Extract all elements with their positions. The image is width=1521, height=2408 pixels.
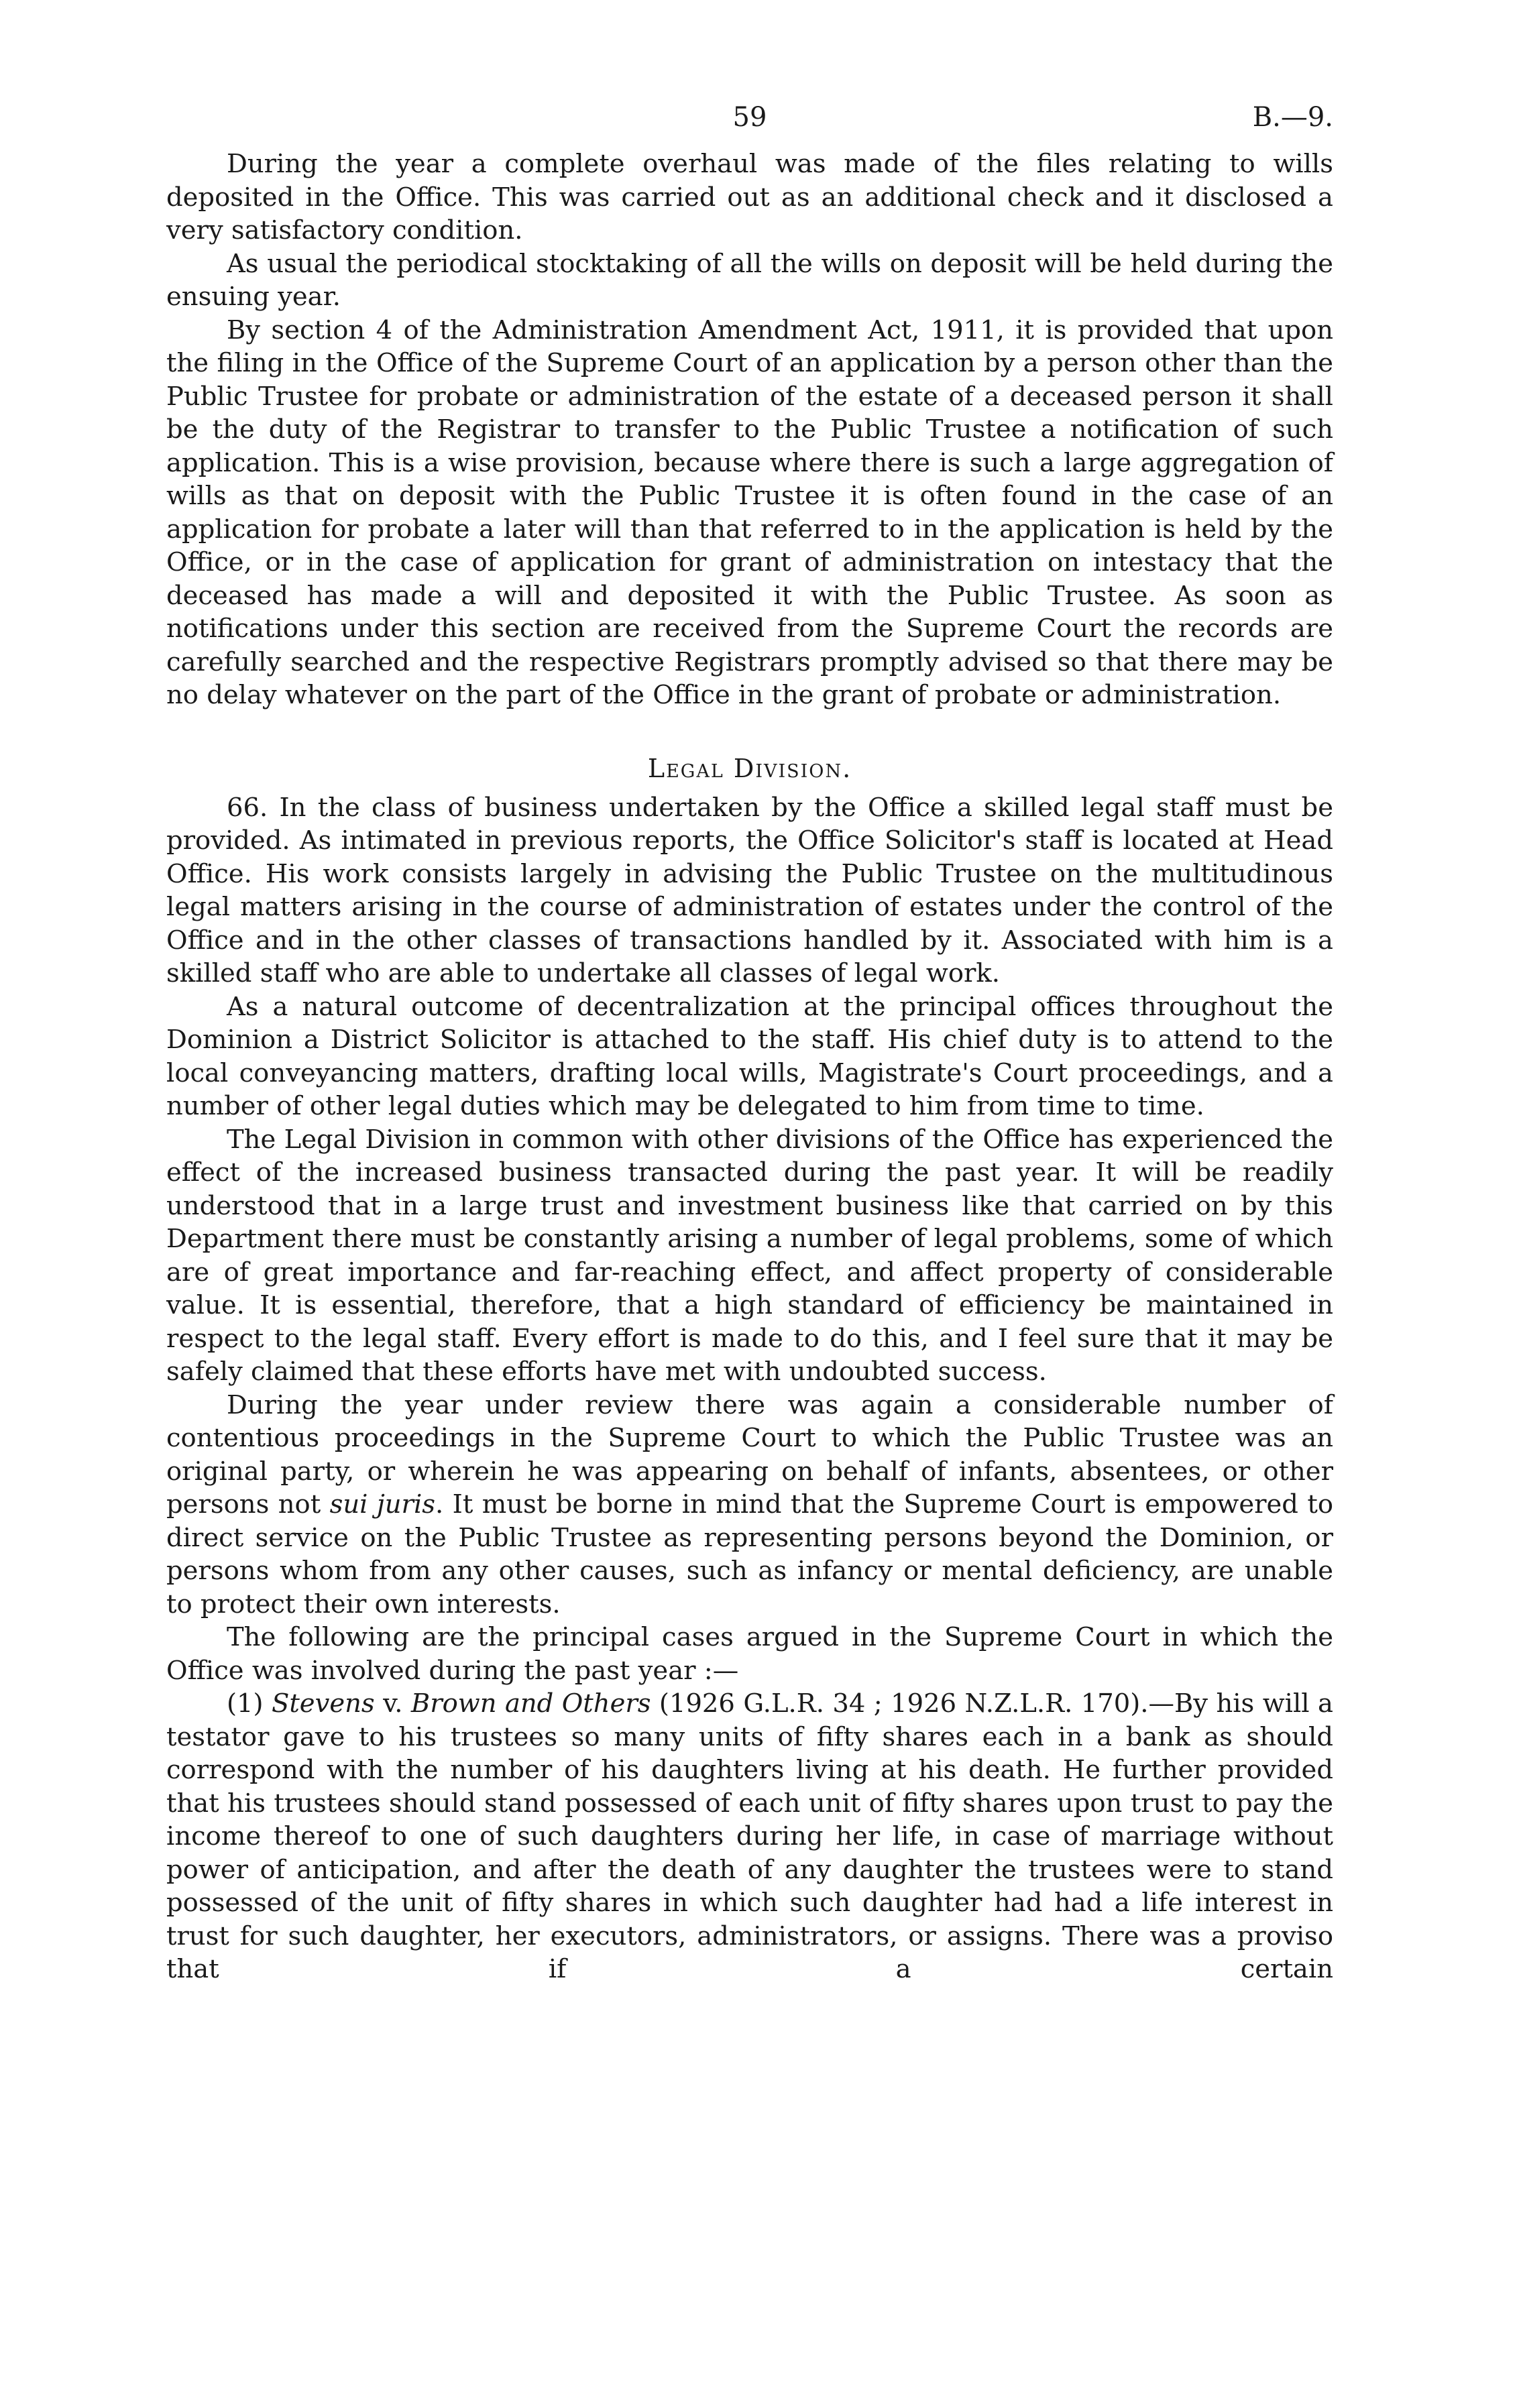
case-number: (1) — [227, 1688, 272, 1719]
page-header — [166, 94, 1333, 148]
case-party-plaintiff: Stevens — [271, 1688, 375, 1719]
document-page — [166, 94, 1333, 1986]
section-heading-legal-division: Legal Division. — [647, 753, 852, 783]
text-run: During the year under review there was again a considerable number of contentious proceedings in the Supreme Court to which the Public Trustee was an original party, or wherein he was appearing on behalf of infants, absentees, or other persons not — [166, 1389, 1333, 1520]
paragraph-case-stevens-v-brown — [166, 1687, 1333, 1986]
page-number: 59 — [732, 102, 767, 133]
paragraph-wills-overhaul: During the year a complete overhaul was made of the files relating to wills deposited in the Office. This was carried out as an additional check and it disclosed a very satisfactory condition. — [166, 149, 1333, 245]
page-reference: B.—9. — [1252, 102, 1333, 133]
paragraph-stocktaking: As usual the periodical stocktaking of all the wills on deposit will be held during the ensuing year. — [166, 248, 1333, 312]
paragraph-principal-cases-intro: The following are the principal cases argued in the Supreme Court in which the Office was involved during the past year :— — [166, 1622, 1333, 1686]
italic-term: sui juris — [329, 1489, 436, 1520]
paragraph-administration-act: By section 4 of the Administration Amendment Act, 1911, it is provided that upon the filing in the Office of the Supreme Court of an application by a person other than the Public Trustee for probate or administration of the estate of a deceased person it shall be the duty of the Registrar to transfer to the Public Trustee a notification of such application. This is a wise provision, because where there is such a large aggregation of wills as that on deposit with the Public Trustee it is often found in the case of an application for probate a later will than that referred to in the application is held by the Office, or in the case of application for grant of administration on intestacy that the deceased has made a will and deposited it with the Public Trustee. As soon as notifications under this section are received from the Supreme Court the records are carefully searched and the respective Registrars promptly advised so that there may be no delay whatever on the part of the Office in the grant of probate or administration. — [166, 314, 1333, 710]
text-run: . It must be borne in mind that the Supreme Court is empowered to direct service on the Public Trustee as representing persons beyond the Dominion, or persons whom from any other causes, such as infancy or mental deficiency, are unable to protect their own interests. — [166, 1489, 1333, 1619]
case-versus: v. — [374, 1688, 411, 1719]
case-body-text: (1926 G.L.R. 34 ; 1926 N.Z.L.R. 170).—By his will a testator gave to his trustees so many units of fifty shares each in a bank as should correspond with the number of his daughters living at his death. He further provided that his trustees should stand possessed of each unit of fifty shares upon trust to pay the income thereof to one of such daughters during her life, in case of marriage without power of anticipation, and after the death of any daughter the trustees were to stand possessed of the unit of fifty shares in which such daughter had had a life interest in trust for such daughter, her executors, administrators, or assigns. There was a proviso that if a certain — [166, 1688, 1333, 1984]
case-party-defendant: Brown and Others — [410, 1688, 651, 1719]
paragraph-district-solicitor: As a natural outcome of decentralization at the principal offices throughout the Dominion a District Solicitor is attached to the staff. His chief duty is to attend to the local conveyancing matters, drafting local wills, Magistrate's Court proceedings, and a number of other legal duties which may be delegated to him from time to time. — [166, 991, 1333, 1121]
paragraph-increased-business: The Legal Division in common with other divisions of the Office has experienced the effect of the increased business transacted during the past year. It will be readily understood that in a large trust and investment business like that carried on by this Department there must be constantly arising a number of legal problems, some of which are of great importance and far-reaching effect, and affect property of considerable value. It is essential, therefore, that a high standard of efficiency be maintained in respect to the legal staff. Every effort is made to do this, and I feel sure that it may be safely claimed that these efforts have met with undoubted success. — [166, 1124, 1333, 1387]
paragraph-contentious-proceedings — [166, 1389, 1333, 1621]
paragraph-legal-staff: 66. In the class of business undertaken by the Office a skilled legal staff must be provided. As intimated in previous reports, the Office Solicitor's staff is located at Head Office. His work consists largely in advising the Public Trustee on the multitudinous legal matters arising in the course of administration of estates under the control of the Office and in the other classes of transactions handled by it. Associated with him is a skilled staff who are able to undertake all classes of legal work. — [166, 792, 1333, 988]
